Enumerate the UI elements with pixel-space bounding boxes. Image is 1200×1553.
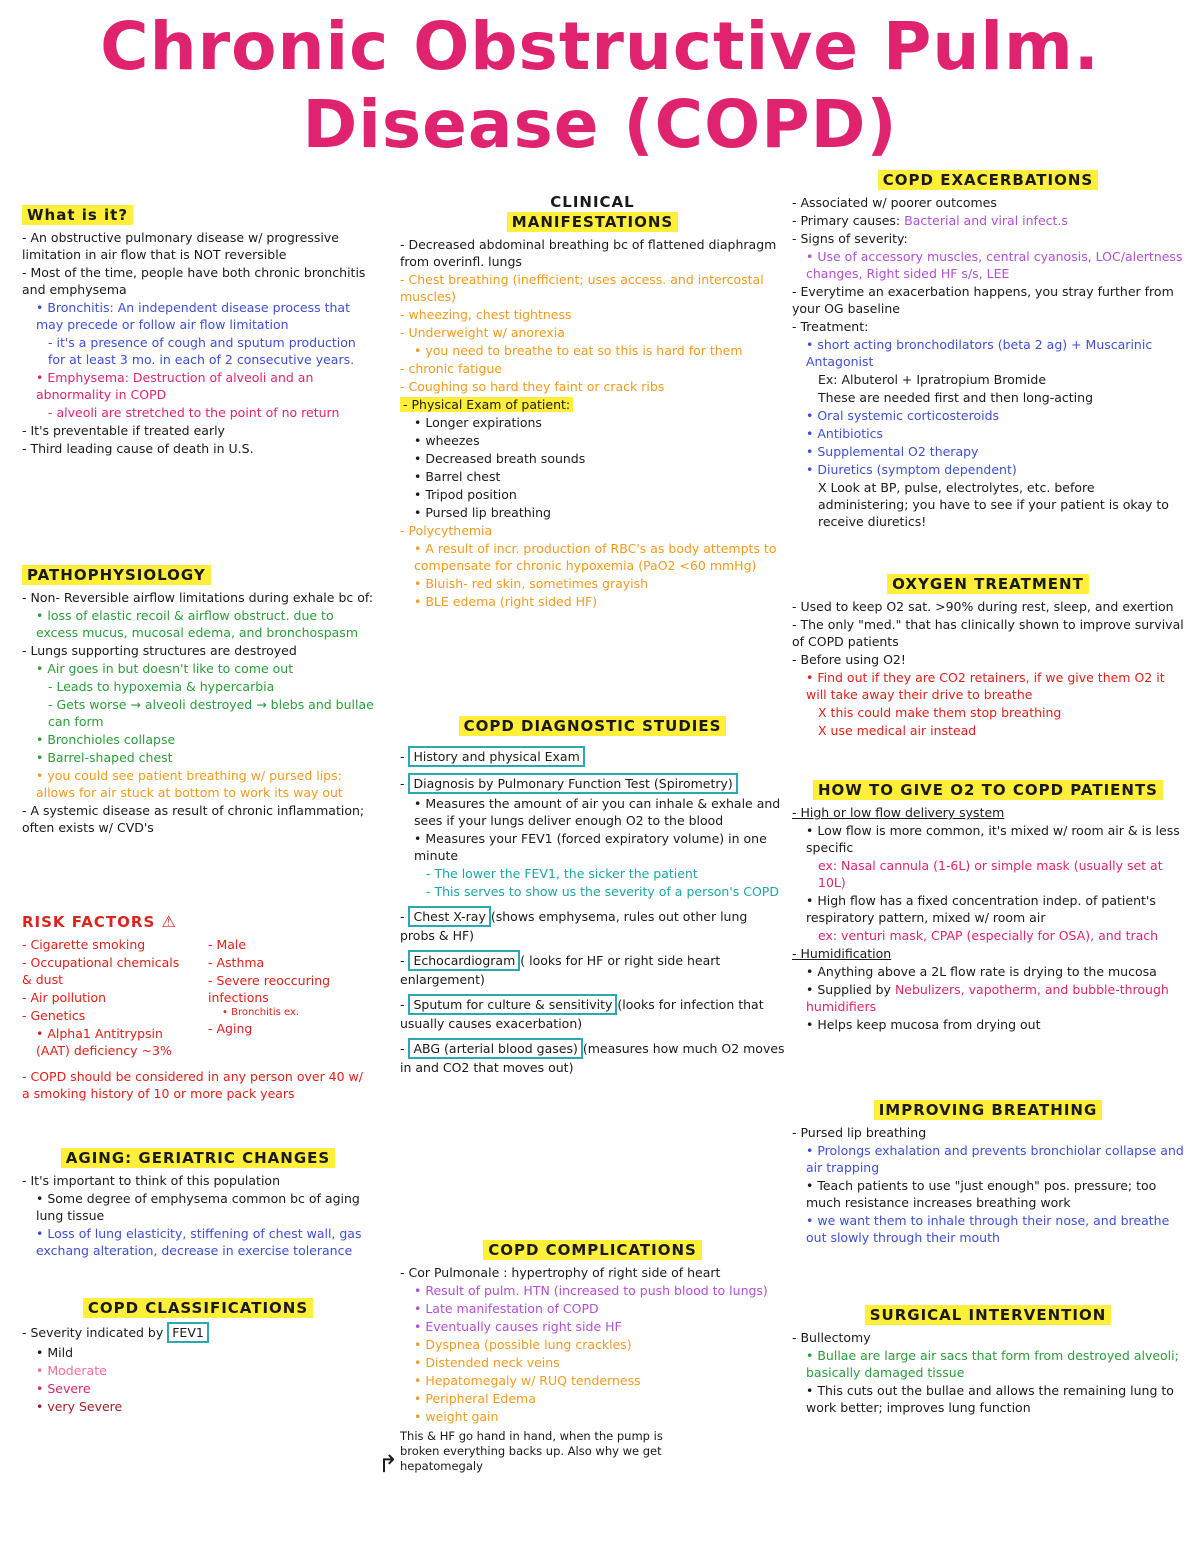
bronchitis-sub-line: - it's a presence of cough and sputum production for at least 3 mo. in each of 2 consecutive years. [48,335,356,367]
compl-item: • Distended neck veins [414,1355,560,1370]
classif-line: - Severity indicated by FEV1 [22,1322,374,1343]
patho-line: - Non- Reversible airflow limitations during exhale bc of: [22,590,374,605]
diag-sputum: - Sputum for culture & sensitivity (looks for infection that usually causes exacerbation) [400,994,785,1032]
compl-item: • Dyspnea (possible lung crackles) [414,1337,632,1352]
patho-line: - Leads to hypoxemia & hypercarbia [48,679,275,694]
section-oxygen [792,574,1184,740]
give-line: • High flow has a fixed concentration indep. of patient's respiratory pattern, mixed w/ room air [806,893,1156,925]
diag-spiro-line: - The lower the FEV1, the sicker the patient [426,866,698,881]
risk-left-item: - Occupational chemicals & dust [22,955,180,987]
risk-left-item: - Cigarette smoking [22,937,146,952]
heading-oxygen: OXYGEN TREATMENT [887,574,1089,594]
heading-risk-factors: RISK FACTORS ⚠ [22,912,177,931]
exac-line: - Everytime an exacerbation happens, you stray further from your OG baseline [792,284,1174,316]
clinical-line: - Underweight w/ anorexia [400,325,565,340]
clinical-line: - Chest breathing (inefficient; uses access. and intercostal muscles) [400,272,764,304]
exam-item: • Longer expirations [414,415,542,430]
classif-item-very-severe: • very Severe [36,1399,123,1414]
exac-line: • short acting bronchodilators (beta 2 ag) + Muscarinic Antagonist [806,337,1153,369]
exac-line: These are needed first and then long-acting [818,390,1093,405]
section-complications [400,1240,785,1475]
give-line: - Humidification [792,946,892,961]
exac-line: X Look at BP, pulse, electrolytes, etc. before administering; you have to see if your patient is okay to receive diuretics! [818,480,1169,529]
section-risk-factors [22,912,374,1103]
surg-line: - Bullectomy [792,1330,871,1345]
risk-right-item: - Severe reoccuring infections [208,973,331,1005]
risk-left-item: • Alpha1 Antitrypsin (AAT) deficiency ~3% [36,1026,172,1058]
oxygen-line: X use medical air instead [818,723,977,738]
improve-line: • we want them to inhale through their nose, and breathe out slowly through their mouth [806,1213,1170,1245]
exam-item: • Tripod position [414,487,517,502]
compl-item: • Result of pulm. HTN (increased to push blood to lungs) [414,1283,768,1298]
oxygen-line: X this could make them stop breathing [818,705,1062,720]
oxygen-line: • Find out if they are CO2 retainers, if we give them O2 it will take away their drive to breathe [806,670,1165,702]
give-line: • Low flow is more common, it's mixed w/ room air & is less specific [806,823,1180,855]
curved-arrow-icon: ↱ [378,1450,399,1478]
compl-line: - Cor Pulmonale : hypertrophy of right side of heart [400,1265,721,1280]
section-surgical [792,1305,1184,1417]
heading-improving: IMPROVING BREATHING [874,1100,1103,1120]
patho-line: - Lungs supporting structures are destroyed [22,643,297,658]
warning-icon: ⚠ [161,912,177,931]
give-line: ex: Nasal cannula (1-6L) or simple mask (usually set at 10L) [818,858,1163,890]
section-clinical [400,192,785,611]
polycythemia-line: • A result of incr. production of RBC's as body attempts to compensate for chronic hypoxemia (PaO2 <60 mmHg) [414,541,777,573]
patho-line: - A systemic disease as result of chronic inflammation; often exists w/ CVD's [22,803,365,835]
heading-give-o2: HOW TO GIVE O2 TO COPD PATIENTS [813,780,1163,800]
clinical-line: - Decreased abdominal breathing bc of flattened diaphragm from overinfl. lungs [400,237,777,269]
exac-line: - Signs of severity: [792,231,908,246]
classif-item-severe: • Severe [36,1381,91,1396]
risk-left-item: - Air pollution [22,990,107,1005]
give-line: ex: venturi mask, CPAP (especially for OSA), and trach [818,928,1159,943]
classif-item-moderate: • Moderate [36,1363,107,1378]
patho-line: • Air goes in but doesn't like to come out [36,661,294,676]
section-exacerbations [792,170,1184,531]
exac-line: • Diuretics (symptom dependent) [806,462,1017,477]
compl-item: • Late manifestation of COPD [414,1301,599,1316]
exac-line: • Use of accessory muscles, central cyanosis, LOC/alertness changes, Right sided HF s/s, LEE [806,249,1183,281]
risk-right-item: • Bronchitis ex. [222,1007,300,1018]
patho-line: • loss of elastic recoil & airflow obstruct. due to excess mucus, mucosal edema, and bronchospasm [36,608,358,640]
surg-line: • Bullae are large air sacs that form from destroyed alveoli; basically damaged tissue [806,1348,1179,1380]
oxygen-line: - The only "med." that has clinically shown to improve survival of COPD patients [792,617,1184,649]
heading-exacerbations: COPD EXACERBATIONS [878,170,1098,190]
give-line: - High or low flow delivery system [792,805,1005,820]
compl-item: • Hepatomegaly w/ RUQ tenderness [414,1373,641,1388]
clinical-line: • you need to breathe to eat so this is hard for them [414,343,743,358]
heading-clinical-2: MANIFESTATIONS [507,212,678,232]
what-tail-line: - Third leading cause of death in U.S. [22,441,254,456]
patho-line: • you could see patient breathing w/ pursed lips: allows for air stuck at bottom to work its way out [36,768,343,800]
diag-spiro-line: - This serves to show us the severity of a person's COPD [426,884,779,899]
exac-line: - Associated w/ poorer outcomes [792,195,997,210]
title-line-1: Chronic Obstructive Pulm. [100,8,1100,85]
section-diagnostic [400,716,785,1077]
polycythemia-line: • Bluish- red skin, sometimes grayish [414,576,649,591]
fev-box: FEV1 [167,1322,209,1343]
give-line: • Helps keep mucosa from drying out [806,1017,1041,1032]
heading-aging: AGING: GERIATRIC CHANGES [61,1148,335,1168]
diag-spiro-line: • Measures the amount of air you can inhale & exhale and sees if your lungs deliver enough O2 to the blood [414,796,781,828]
clinical-line: - wheezing, chest tightness [400,307,572,322]
heading-clinical-1: CLINICAL [550,193,635,211]
exam-item: • Pursed lip breathing [414,505,551,520]
heading-pathophysiology: PATHOPHYSIOLOGY [22,565,211,585]
heading-complications: COPD COMPLICATIONS [483,1240,702,1260]
aging-line: - It's important to think of this population [22,1173,280,1188]
what-line: - An obstructive pulmonary disease w/ progressive limitation in air flow that is NOT reversible [22,230,339,262]
diag-spiro-line: • Measures your FEV1 (forced expiratory volume) in one minute [414,831,767,863]
patho-line: • Barrel-shaped chest [36,750,173,765]
diag-echo: - Echocardiogram ( looks for HF or right side heart enlargement) [400,950,785,988]
oxygen-line: - Used to keep O2 sat. >90% during rest, sleep, and exertion [792,599,1174,614]
section-classifications [22,1298,374,1416]
diag-abg: - ABG (arterial blood gases) (measures how much O2 moves in and CO2 that moves out) [400,1038,785,1076]
give-line: • Supplied by Nebulizers, vapotherm, and bubble-through humidifiers [806,982,1169,1014]
section-aging [22,1148,374,1260]
exac-line: • Antibiotics [806,426,884,441]
emphysema-sub-line: - alveoli are stretched to the point of no return [48,405,340,420]
physical-exam-heading: - Physical Exam of patient: [400,396,785,413]
exac-line: Ex: Albuterol + Ipratropium Bromide [818,372,1047,387]
surg-line: • This cuts out the bullae and allows the remaining lung to work better; improves lung function [806,1383,1174,1415]
improve-line: - Pursed lip breathing [792,1125,927,1140]
exam-item: • Barrel chest [414,469,501,484]
aging-line: • Loss of lung elasticity, stiffening of chest wall, gas exchang alteration, decrease in exercise tolerance [36,1226,362,1258]
classif-item-mild: • Mild [36,1345,74,1360]
compl-item: • Peripheral Edema [414,1391,536,1406]
title-line-2: Disease (COPD) [302,86,898,163]
clinical-line: - Coughing so hard they faint or crack ribs [400,379,665,394]
diag-chest-xray: - Chest X-ray (shows emphysema, rules out other lung probs & HF) [400,906,785,944]
diag-history: - History and physical Exam [400,746,785,767]
section-give-o2 [792,780,1184,1034]
section-improving [792,1100,1184,1247]
compl-item: • Eventually causes right side HF [414,1319,622,1334]
patho-line: • Bronchioles collapse [36,732,176,747]
exac-line: - Treatment: [792,319,869,334]
aging-line: • Some degree of emphysema common bc of aging lung tissue [36,1191,360,1223]
exam-item: • Decreased breath sounds [414,451,586,466]
diag-pft: - Diagnosis by Pulmonary Function Test (Spirometry) [400,773,785,794]
clinical-line: - chronic fatigue [400,361,503,376]
risk-right-item: - Male [208,937,247,952]
what-tail-line: - It's preventable if treated early [22,423,225,438]
bronchitis-line: • Bronchitis: An independent disease process that may precede or follow air flow limitation [36,300,350,332]
exam-item: • wheezes [414,433,480,448]
risk-right-item: - Aging [208,1021,253,1036]
heading-classifications: COPD CLASSIFICATIONS [83,1298,313,1318]
oxygen-line: - Before using O2! [792,652,906,667]
heading-what-is-it: What is it? [22,205,133,225]
section-what-is-it [22,205,374,458]
compl-note: This & HF go hand in hand, when the pump is broken everything backs up. Also why we get hepatomegaly [400,1429,663,1473]
patho-line: - Gets worse → alveoli destroyed → blebs and bullae can form [48,697,374,729]
heading-surgical: SURGICAL INTERVENTION [865,1305,1112,1325]
heading-diagnostic: COPD DIAGNOSTIC STUDIES [459,716,727,736]
improve-line: • Teach patients to use "just enough" pos. pressure; too much resistance increases breathing work [806,1178,1157,1210]
give-line: • Anything above a 2L flow rate is drying to the mucosa [806,964,1157,979]
emphysema-line: • Emphysema: Destruction of alveoli and an abnormality in COPD [36,370,314,402]
risk-left-item: - Genetics [22,1008,86,1023]
what-line: - Most of the time, people have both chronic bronchitis and emphysema [22,265,366,297]
improve-line: • Prolongs exhalation and prevents bronchiolar collapse and air trapping [806,1143,1184,1175]
exac-line: - Primary causes: Bacterial and viral infect.s [792,213,1068,228]
page-title [40,8,1160,164]
risk-note: - COPD should be considered in any person over 40 w/ a smoking history of 10 or more pack years [22,1069,363,1101]
risk-right-item: - Asthma [208,955,265,970]
compl-item: • weight gain [414,1409,499,1424]
polycythemia-line: - Polycythemia [400,523,493,538]
section-pathophysiology [22,565,374,837]
polycythemia-line: • BLE edema (right sided HF) [414,594,598,609]
exac-line: • Supplemental O2 therapy [806,444,979,459]
exac-line: • Oral systemic corticosteroids [806,408,1000,423]
